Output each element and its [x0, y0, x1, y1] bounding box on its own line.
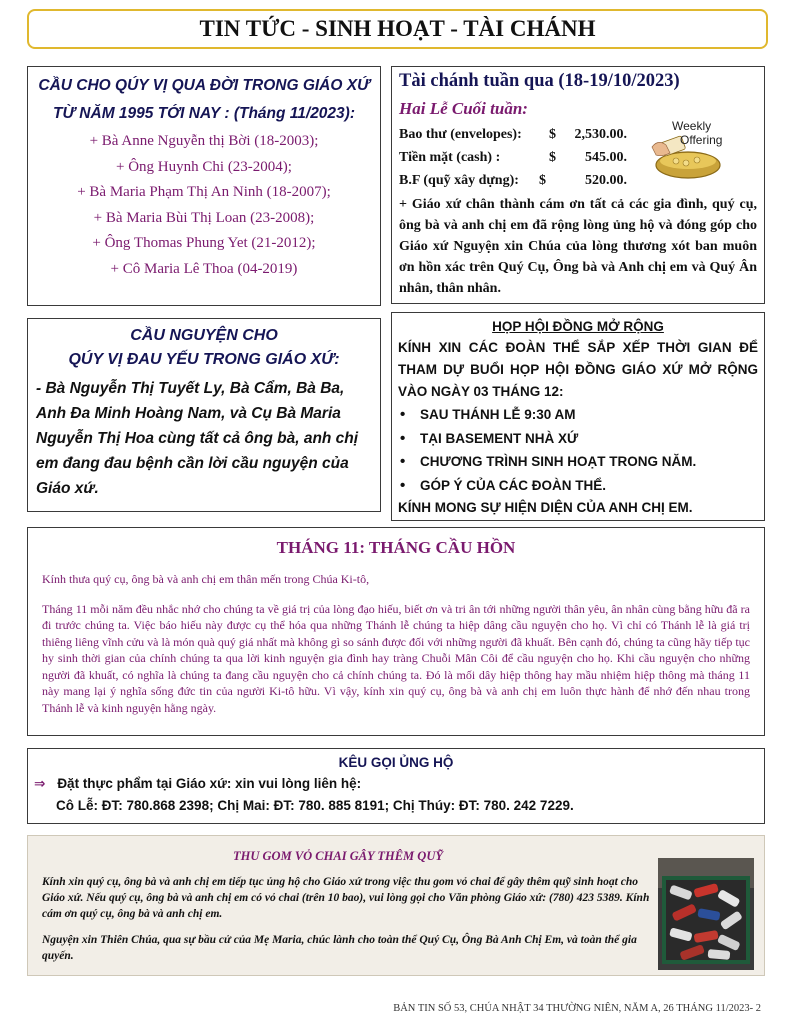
- finance-row-label: B.F (quỹ xây dựng):: [399, 173, 519, 188]
- finance-title: Tài chánh tuần qua (18-19/10/2023): [399, 71, 680, 91]
- finance-row-label: Bao thư (envelopes):: [399, 127, 522, 142]
- bottle-collection-box: [27, 835, 765, 976]
- offering-text-line2: Offering: [680, 133, 723, 147]
- meeting-title: HỌP HỘI ĐỒNG MỞ RỘNG: [492, 319, 664, 334]
- november-title: THÁNG 11: THÁNG CẦU HỒN: [276, 538, 516, 557]
- appeal-food-text: Đặt thực phẩm tại Giáo xứ: xin vui lòng liên hệ:: [57, 776, 362, 791]
- support-appeal-box: [27, 748, 765, 824]
- sick-body: - Bà Nguyễn Thị Tuyết Ly, Bà Cẩm, Bà Ba, Anh Đa Minh Hoàng Nam, và Cụ Bà Maria Nguyễn Thị Hoa cùng tất cả ông bà, anh chị em đang đau bệnh cần lời cầu nguyện của Giáo xứ.: [36, 380, 359, 497]
- council-meeting-box: [391, 312, 765, 521]
- bottle-blessing: Nguyện xin Thiên Chúa, qua sự bầu cử của Mẹ Maria, chúc lành cho toàn thể Quý Cụ, Ông Bà Anh Chị Em, và toàn thể gia quyến.: [42, 934, 637, 962]
- meeting-item: • SAU THÁNH LỄ 9:30 AM: [420, 403, 758, 427]
- sick-title-line1: CẦU NGUYỆN CHO: [130, 327, 278, 344]
- deceased-name: + Ông Thomas Phung Yet (21-2012);: [92, 235, 316, 251]
- sick-title-line2: QÚY VỊ ĐAU YẾU TRONG GIÁO XỨ:: [68, 351, 340, 368]
- deceased-name: + Bà Maria Bùi Thị Loan (23-2008);: [93, 209, 315, 226]
- deceased-name: + Bà Anne Nguyễn thị Bời (18-2003);: [89, 133, 319, 149]
- bottle-request: Kính xin quý cụ, ông bà và anh chị em tiếp tục ủng hộ cho Giáo xứ trong việc thu gom vỏ chai để gây thêm quỹ sinh hoạt cho Giáo xứ. Nếu quý cụ, ông bà và anh chị em có vỏ chai (trên 10 bao), vui lòng gọi cho Văn phòng Giáo xứ: (780) 423 5389. Kính cám ơn quý cụ, ông bà và anh chị em.: [42, 876, 650, 920]
- meeting-item: • GÓP Ý CỦA CÁC ĐOÀN THỂ.: [420, 474, 758, 498]
- page-title: TIN TỨC - SINH HOẠT - TÀI CHÁNH: [27, 9, 768, 49]
- deceased-name: + Ông Huynh Chi (23-2004);: [116, 158, 292, 175]
- bottle-title: THU GOM VỎ CHAI GÂY THÊM QUỸ: [233, 849, 443, 863]
- deceased-title-line2: TỪ NĂM 1995 TỚI NAY : (Tháng 11/2023):: [53, 105, 355, 122]
- finance-subtitle: Hai Lễ Cuối tuần:: [399, 99, 528, 118]
- november-greeting: Kính thưa quý cụ, ông bà và anh chị em thân mến trong Chúa Ki-tô,: [42, 572, 370, 586]
- sick-prayer-box: [27, 318, 381, 512]
- finance-row-amount: 545.00.: [585, 150, 627, 165]
- appeal-food-line: [28, 776, 764, 792]
- finance-box: [391, 66, 765, 304]
- footer-issue-info: BẢN TIN SỐ 53, CHÚA NHẬT 34 THƯỜNG NIÊN, NĂM A, 26 THÁNG 11/2023- 2: [393, 1003, 761, 1014]
- meeting-intro: KÍNH XIN CÁC ĐOÀN THỂ SẮP XẾP THỜI GIAN ĐỂ THAM DỰ BUỔI HỌP HỘI ĐỒNG GIÁO XỨ MỞ RỘNG VÀO NGÀY 03 THÁNG 12:: [398, 340, 758, 399]
- meeting-item: • TẠI BASEMENT NHÀ XỨ: [420, 427, 758, 451]
- deceased-title-line1: CẦU CHO QÚY VỊ QUA ĐỜI TRONG GIÁO XỨ: [38, 77, 370, 94]
- finance-row-amount: 2,530.00.: [574, 127, 627, 142]
- finance-row-currency: $: [549, 150, 556, 165]
- weekly-offering-image: [648, 117, 724, 183]
- finance-row-label: Tiền mặt (cash) :: [399, 150, 501, 165]
- offering-text-line1: Weekly: [672, 119, 712, 133]
- bottles-photo: [658, 858, 754, 970]
- deceased-prayer-box: [27, 66, 381, 306]
- meeting-list: [398, 403, 758, 497]
- finance-row-currency: $: [549, 127, 556, 142]
- meeting-item: • CHƯƠNG TRÌNH SINH HOẠT TRONG NĂM.: [420, 450, 758, 474]
- finance-row-currency: $: [539, 173, 546, 188]
- meeting-closing: KÍNH MONG SỰ HIỆN DIỆN CỦA ANH CHỊ EM.: [398, 500, 693, 515]
- finance-row-amount: 520.00.: [585, 173, 627, 188]
- appeal-contacts: Cô Lễ: ĐT: 780.868 2398; Chị Mai: ĐT: 780. 885 8191; Chị Thúy: ĐT: 780. 242 7229.: [56, 798, 574, 813]
- finance-thanks-note: + Giáo xứ chân thành cám ơn tất cả các gia đình, quý cụ, ông bà và anh chị em đã rộng lòng ủng hộ và đóng góp cho Giáo xứ Nguyện xin Chúa của lòng thương xót ban muôn ơn hồn xác trên Quý Cụ, Ông bà và Anh chị em và Quý Ân nhân, thân nhân.: [399, 197, 757, 296]
- deceased-name: + Bà Maria Phạm Thị An Ninh (18-2007);: [77, 184, 331, 200]
- november-article: [27, 527, 765, 736]
- deceased-name: + Cô Maria Lê Thoa (04-2019): [110, 260, 298, 277]
- november-body: Tháng 11 mỗi năm đều nhắc nhớ cho chúng ta về giá trị của lòng đạo hiếu, biết ơn và tri ân tới những người thân yêu, ân nhân cùng bằng hữu đã ra đi trước chúng ta. Việc báo hiếu này được cụ thể hóa qua những Thánh lễ chúng ta hiệp dâng cầu nguyện cho họ. Vì chỉ có Thánh lễ là giá trị thiêng liêng vĩnh cửu và là món quà quý giá nhất mà không gì so sánh được đối với những người đã khuất. Bên cạnh đó, chúng ta cũng hãy tiếp tục hy sinh thời gian của chính chúng ta qua lời kinh nguyện gia đình hay tràng Chuỗi Mân Côi để cầu nguyện cho họ. Khi cầu nguyện cho những người đã khuất, có nghĩa là chúng ta đang cầu nguyện cho cả chính chúng ta. Đó là mối dây hiệp thông hay mầu nhiệm hiệp thông mà tháng 11 này mang lại ý nghĩa sống đức tin của người Ki-tô hữu. Vì vậy, kính xin quý cụ, ông bà và anh chị em luôn thực hành để nhớ đến nhau trong Thánh lễ và kinh nguyện hằng ngày.: [42, 601, 750, 715]
- appeal-title: KÊU GỌI ỦNG HỘ: [338, 755, 454, 770]
- arrow-right-icon: ⇒: [34, 776, 46, 791]
